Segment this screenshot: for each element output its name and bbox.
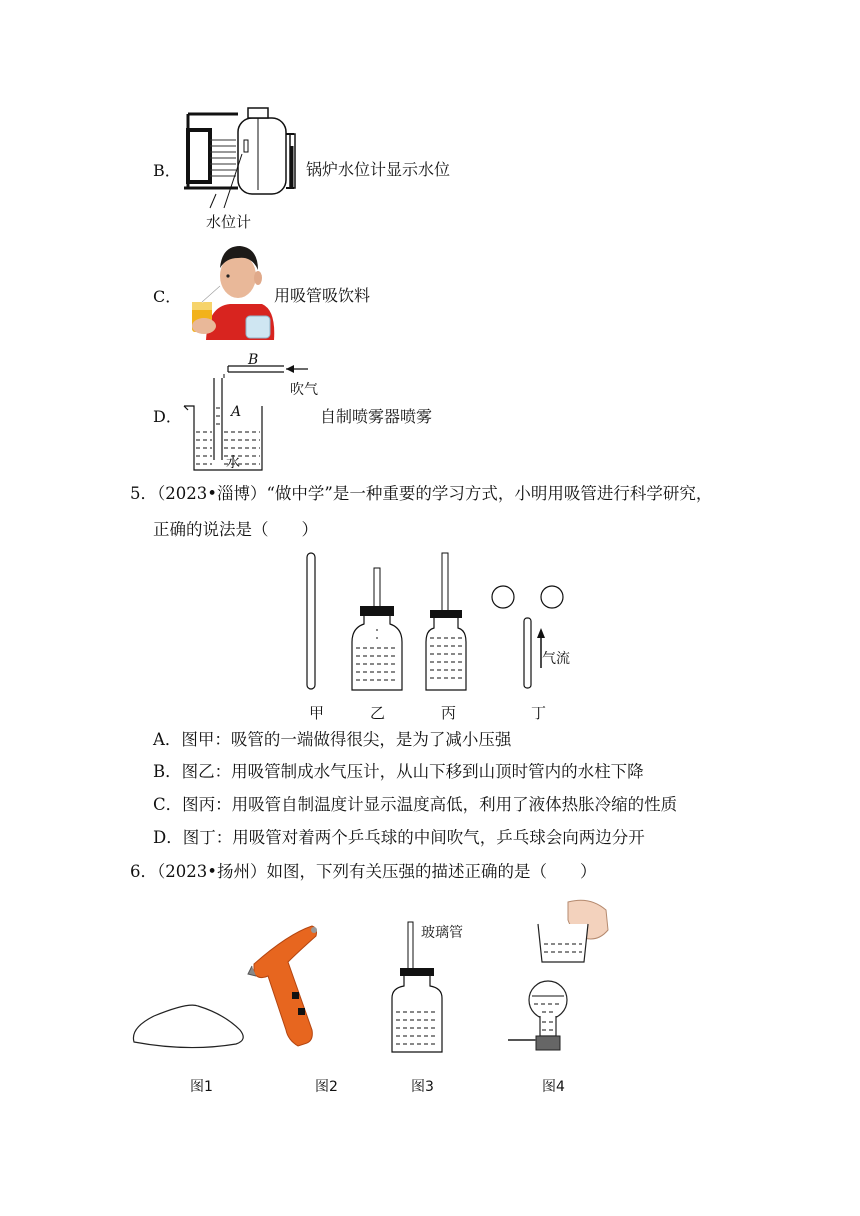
q6-fig1-label: 图1 [190,1079,213,1095]
q6-fig3-label: 图3 [411,1079,434,1095]
water-gauge-label: 水位计 [206,213,252,231]
q6-fig4-label: 图4 [542,1079,565,1095]
option-b-caption: 锅炉水位计显示水位 [306,160,451,179]
blow-air-label: 吹气 [290,382,318,398]
q6-figures [128,890,628,1065]
option-c-caption: 用吸管吸饮料 [274,286,371,305]
q5-option-b: B．图乙：用吸管制成水气压计，从山下移到山顶时管内的水柱下降 [153,762,644,781]
q6-fig2-label: 图2 [315,1079,338,1095]
fig-label-jia: 甲 [309,704,325,722]
q6-stem: （2023•扬州）如图，下列有关压强的描述正确的是（ ） [157,862,597,881]
q5-number: 5． [130,484,157,503]
fig-label-yi: 乙 [370,704,386,722]
q5-option-a: A．图甲：吸管的一端做得很尖，是为了减小压强 [153,730,512,749]
label-b: B [248,352,259,368]
sprayer-figure [180,350,330,475]
option-c-letter: C． [153,287,182,306]
q5-stem-line2: 正确的说法是（ ） [153,520,318,539]
q5-stem-line1: （2023•淄博）“做中学”是一种重要的学习方式，小明用吸管进行科学研究， [157,484,713,503]
airflow-label: 气流 [542,651,570,667]
water-label: 水 [226,455,240,471]
fig-label-ding: 丁 [531,704,547,722]
option-d-letter: D． [153,407,182,426]
q5-straw-figures [290,550,590,700]
glass-tube-label: 玻璃管 [421,925,463,941]
q6-number: 6． [130,862,157,881]
option-d-caption: 自制喷雾器喷雾 [320,407,433,426]
option-b-letter: B． [153,161,181,180]
q5-option-d: D．图丁：用吸管对着两个乒乓球的中间吹气，乒乓球会向两边分开 [153,828,645,847]
child-drinking-photo [186,240,276,340]
label-a: A [231,404,242,420]
q5-option-c: C．图丙：用吸管自制温度计显示温度高低，利用了液体热胀冷缩的性质 [153,795,678,814]
fig-label-bing: 丙 [441,704,457,722]
